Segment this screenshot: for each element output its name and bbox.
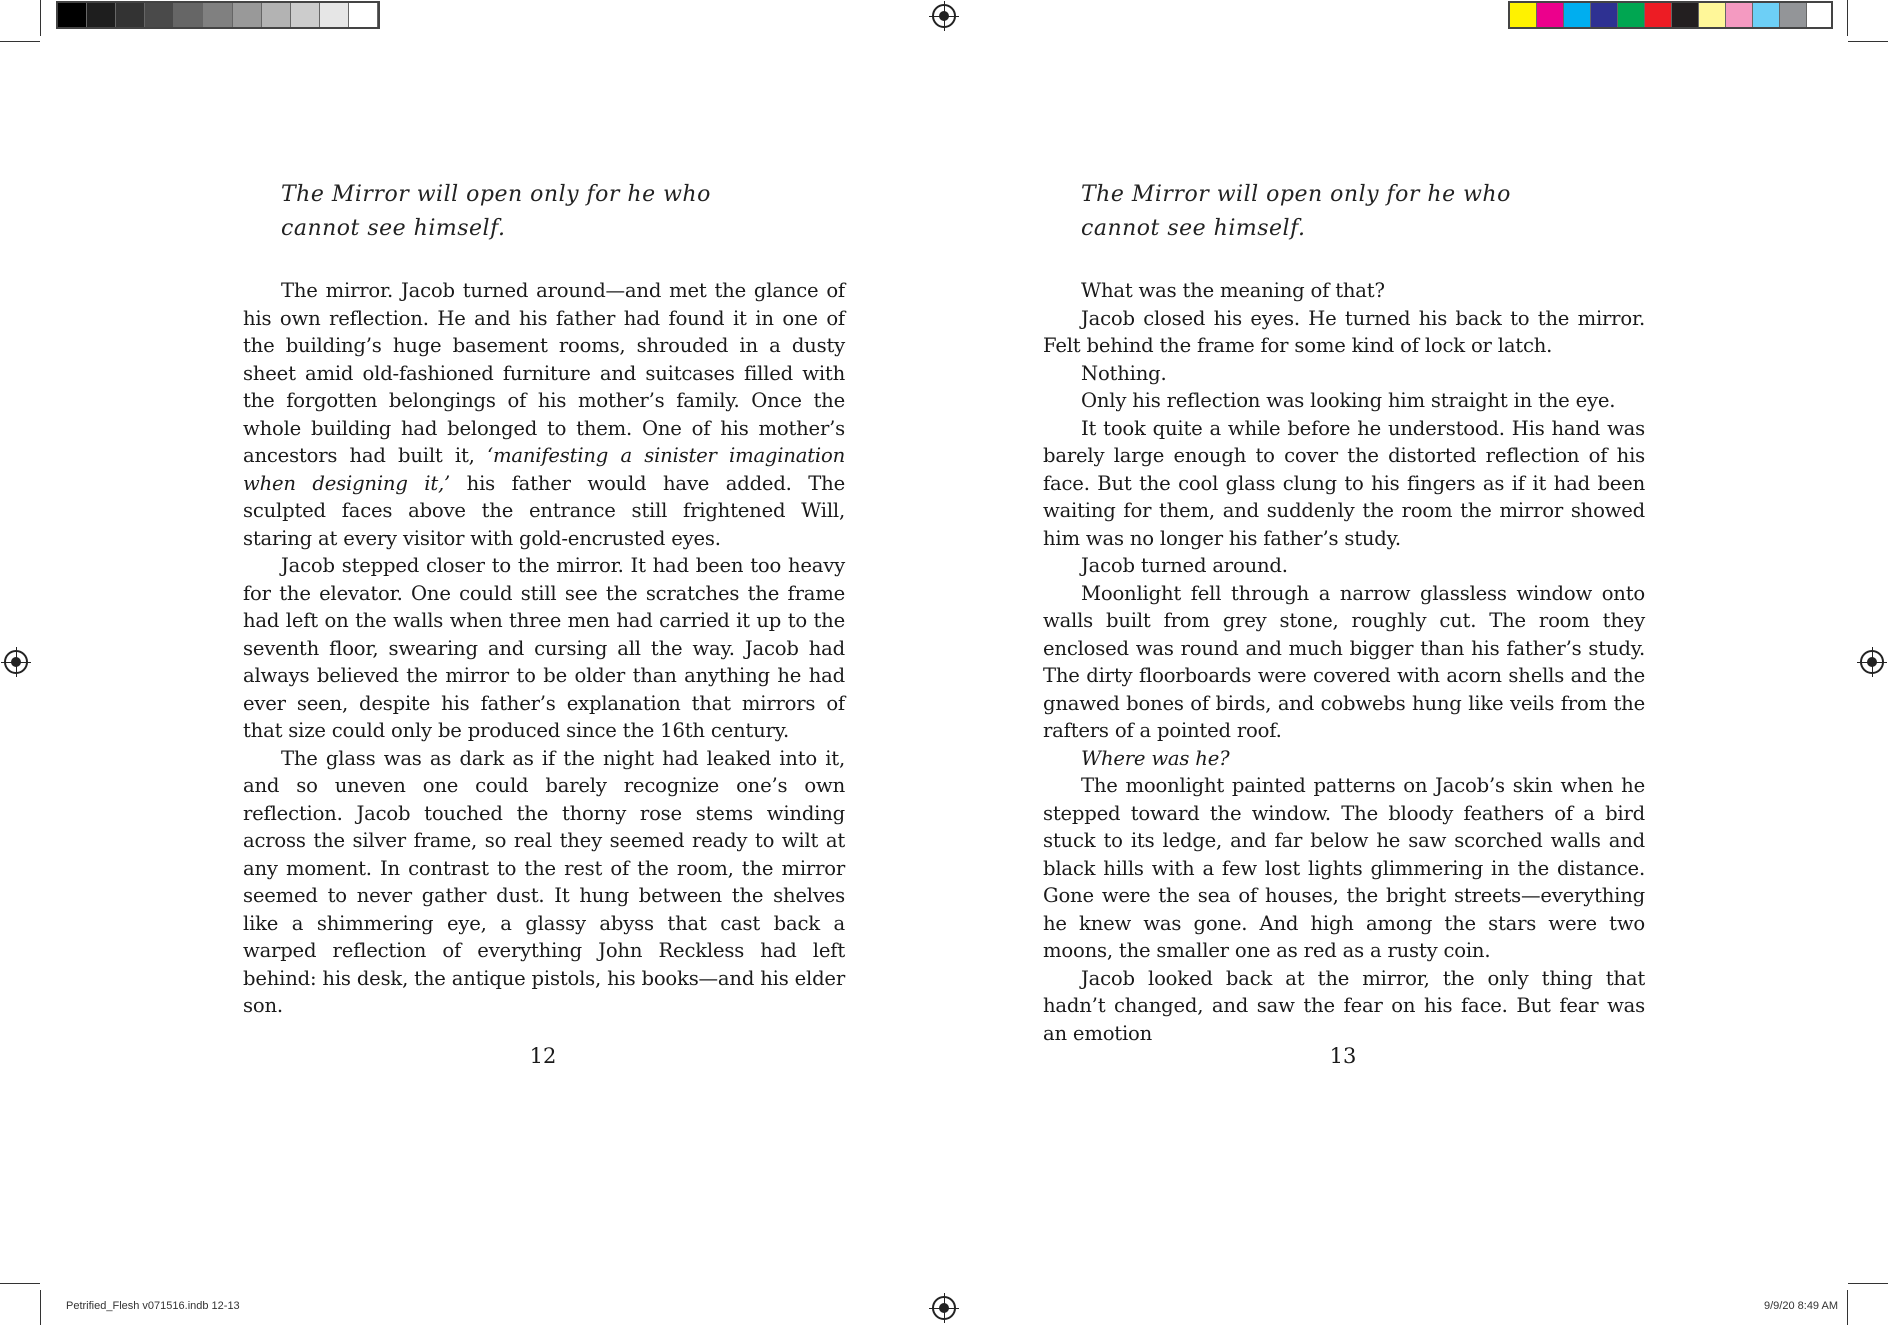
paragraph: The moonlight painted patterns on Jacob’s skin when he stepped toward the window. The bloody feathers of a bird stuck to its ledge, and far below he saw scorched walls and black hills with a few lost lights glimmering in the distance. Gone were the sea of houses, the bright streets—everything he knew was gone. And high among the stars were two moons, the smaller one as red as a rusty coin. bbox=[1043, 774, 1645, 962]
paragraph: What was the meaning of that? bbox=[1081, 279, 1385, 302]
crop-mark bbox=[1847, 0, 1848, 36]
crop-mark bbox=[0, 41, 40, 42]
crop-mark bbox=[40, 0, 41, 36]
slug-timestamp: 9/9/20 8:49 AM bbox=[1764, 1300, 1838, 1312]
paragraph: Only his reflection was looking him straight in the eye. bbox=[1081, 389, 1616, 412]
color-swatch bbox=[1618, 3, 1645, 27]
left-epigraph: The Mirror will open only for he who cannot see himself. bbox=[281, 182, 711, 241]
color-swatch bbox=[1510, 3, 1537, 27]
paragraph: Jacob turned around. bbox=[1081, 554, 1288, 577]
color-swatch bbox=[320, 3, 349, 27]
page-number-right: 13 bbox=[1329, 1044, 1357, 1068]
paragraph: Moonlight fell through a narrow glassless window onto walls built from grey stone, roughly cut. The room they enclosed was round and much bigger than his father’s study. The dirty floorboards were covered with acorn shells and the gnawed bones of birds, and cobwebs hung like veils from the rafters of a pointed roof. bbox=[1043, 581, 1645, 742]
color-swatch bbox=[116, 3, 145, 27]
paragraph: It took quite a while before he understood. His hand was barely large enough to cover the distorted reflection of his face. But the cool glass clung to his fingers as if it had been waiting for them, and suddenly the room the mirror showed him was no longer his father’s study. bbox=[1043, 416, 1645, 550]
color-swatch bbox=[174, 3, 203, 27]
color-swatch bbox=[203, 3, 232, 27]
color-swatch bbox=[145, 3, 174, 27]
color-swatch bbox=[1726, 3, 1753, 27]
color-swatch bbox=[1645, 3, 1672, 27]
paragraph: Jacob closed his eyes. He turned his back to the mirror. Felt behind the frame for some kind of lock or latch. bbox=[1043, 306, 1645, 357]
paragraph: The glass was as dark as if the night had leaked into it, and so uneven one could barely recognize one’s own reflection. Jacob touched the thorny rose stems winding across the silver frame, so real they seemed ready to wilt at any moment. In contrast to the rest of the room, the mirror seemed to never gather dust. It hung between the shelves like a shimmering eye, a glassy abyss that cast back a warped reflection of everything John Reckless had left behind: his desk, the antique pistols, his books—and his elder son. bbox=[243, 746, 845, 1017]
page-number-left: 12 bbox=[529, 1044, 557, 1068]
color-swatch bbox=[262, 3, 291, 27]
registration-mark-icon bbox=[1860, 650, 1884, 674]
color-bar bbox=[1508, 1, 1833, 29]
color-swatch bbox=[1699, 3, 1726, 27]
color-swatch bbox=[1753, 3, 1780, 27]
color-swatch bbox=[1780, 3, 1807, 27]
paragraph: Nothing. bbox=[1081, 361, 1167, 385]
color-swatch bbox=[1591, 3, 1618, 27]
grayscale-bar bbox=[56, 1, 380, 29]
paragraph: Where was he? bbox=[1081, 746, 1230, 770]
paragraph: Jacob looked back at the mirror, the only thing that hadn’t changed, and saw the fear on his face. But fear was an emotion bbox=[1043, 966, 1645, 1045]
crop-mark bbox=[0, 1283, 40, 1284]
color-swatch bbox=[291, 3, 320, 27]
paragraph: The mirror. Jacob turned around—and met the glance of his own reflection. He and his father had found it in one of the building’s huge basement rooms, shrouded in a dusty sheet amid old-fashioned furniture and suitcases filled with the forgotten belongings of his mother’s family. Once the whole building had belonged to them. One of his mother’s ancestors had built it, ‘manifesting a sinister imagination when designing it,’ his father would have added. The sculpted faces above the entrance still frightened Will, staring at every visitor with gold-encrusted eyes. bbox=[243, 279, 845, 550]
registration-mark-icon bbox=[932, 4, 956, 28]
crop-mark bbox=[1848, 41, 1888, 42]
registration-mark-icon bbox=[932, 1296, 956, 1320]
right-epigraph: The Mirror will open only for he who cannot see himself. bbox=[1081, 182, 1511, 241]
right-page-body bbox=[1043, 277, 1645, 1047]
color-swatch bbox=[349, 3, 378, 27]
crop-mark bbox=[1848, 1283, 1888, 1284]
paragraph: Jacob stepped closer to the mirror. It had been too heavy for the elevator. One could still see the scratches the frame had left on the walls when three men had carried it up to the seventh floor, swearing and cursing all the way. Jacob had always believed the mirror to be older than anything he had ever seen, despite his father’s explanation that mirrors of that size could only be produced since the 16th century. bbox=[243, 554, 845, 742]
crop-mark bbox=[40, 1290, 41, 1325]
crop-mark bbox=[1847, 1290, 1848, 1325]
slug-filename: Petrified_Flesh v071516.indb 12-13 bbox=[66, 1300, 240, 1312]
color-swatch bbox=[1672, 3, 1699, 27]
color-swatch bbox=[233, 3, 262, 27]
color-swatch bbox=[58, 3, 87, 27]
registration-mark-icon bbox=[4, 650, 28, 674]
color-swatch bbox=[1537, 3, 1564, 27]
color-swatch bbox=[87, 3, 116, 27]
color-swatch bbox=[1564, 3, 1591, 27]
left-page-body bbox=[243, 277, 845, 1020]
